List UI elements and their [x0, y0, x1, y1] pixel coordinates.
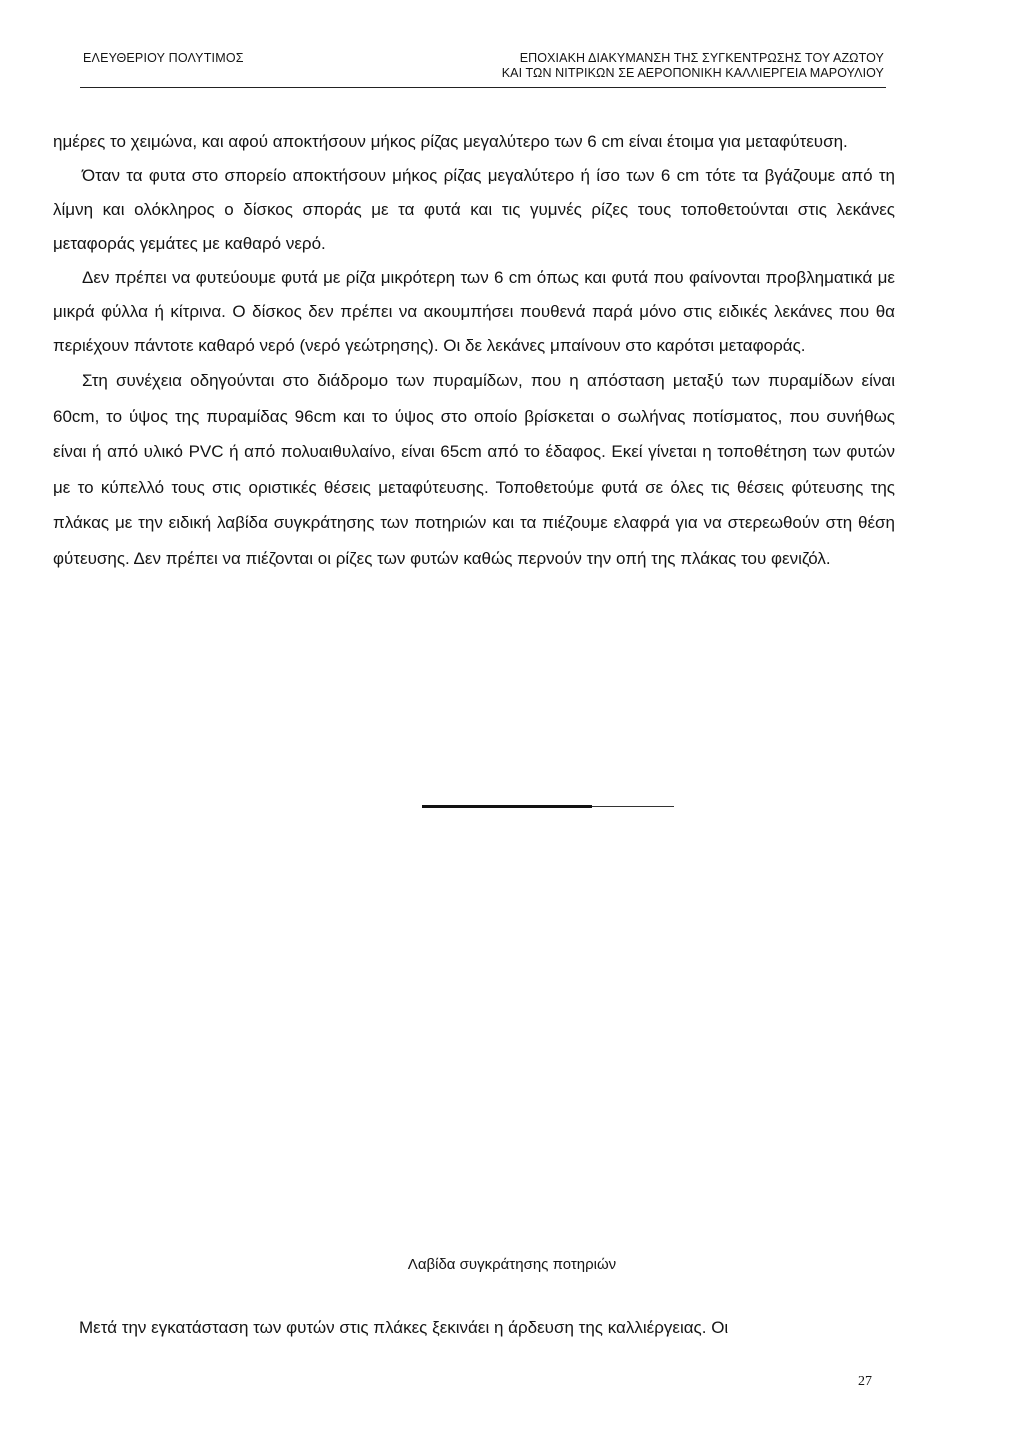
page-number: 27 — [858, 1374, 872, 1389]
paragraph-4: Στη συνέχεια οδηγούνται στο διάδρομο των πυραμίδων, που η απόσταση μεταξύ των πυραμίδων είναι 60cm, το ύψος της πυραμίδας 96cm και το ύψος στο οποίο βρίσκεται ο σωλήνας ποτίσματος, που συνήθως είναι ή από υλικό PVC ή από πολυαιθυλαίνο, είναι 65cm από το έδαφος. Εκεί γίνεται η τοποθέτηση των φυτών με το κύπελλό τους στις οριστικές θέσεις μεταφύτευσης. Τοποθετούμε φυτά σε όλες τις θέσεις φύτευσης της πλάκας με την ειδική λαβίδα συγκράτησης των ποτηριών και τα πιέζουμε ελαφρά για να στερεωθούν στη θέση φύτευσης. Δεν πρέπει να πιέζονται οι ρίζες των φυτών καθώς περνούν την οπή της πλάκας του φενιζόλ. — [53, 371, 895, 568]
paragraph-2: Όταν τα φυτα στο σπορείο αποκτήσουν μήκος ρίζας μεγαλύτερο ή ίσο των 6 cm τότε τα βγάζουμε από τη λίμνη και ολόκληρος ο δίσκος σποράς με τα φυτά και τις γυμνές ρίζες τους τοποθετούνται στις λεκάνες μεταφοράς γεμάτες με καθαρό νερό. — [53, 166, 895, 253]
body-text — [53, 125, 895, 576]
figure-remnant-line — [422, 805, 592, 808]
paragraph-3: Δεν πρέπει να φυτεύουμε φυτά με ρίζα μικρότερη των 6 cm όπως και φυτά που φαίνονται προβληματικά με μικρά φύλλα ή κίτρινα. Ο δίσκος δεν πρέπει να ακουμπήσει πουθενά παρά μόνο στις ειδικές λεκάνες που θα περιέχουν πάντοτε καθαρό νερό (νερό γεώτρησης). Οι δε λεκάνες μπαίνουν στο καρότσι μεταφοράς. — [53, 268, 895, 355]
header-title — [502, 51, 884, 81]
paragraph-1: ημέρες το χειμώνα, και αφού αποκτήσουν μήκος ρίζας μεγαλύτερο των 6 cm είναι έτοιμα για μεταφύτευση. — [53, 132, 848, 151]
figure-caption: Λαβίδα συγκράτησης ποτηριών — [407, 1256, 617, 1273]
header-author: ΕΛΕΥΘΕΡΙΟΥ ΠΟΛΥΤΙΜΟΣ — [83, 51, 244, 65]
header-title-line-2: ΚΑΙ ΤΩΝ ΝΙΤΡΙΚΩΝ ΣΕ ΑΕΡΟΠΟΝΙΚΗ ΚΑΛΛΙΕΡΓΕΙΑ ΜΑΡΟΥΛΙΟΥ — [501, 66, 884, 80]
figure-remnant-line-tail — [592, 806, 674, 807]
header-title-line-1: ΕΠΟΧΙΑΚΗ ΔΙΑΚΥΜΑΝΣΗ ΤΗΣ ΣΥΓΚΕΝΤΡΩΣΗΣ ΤΟΥ ΑΖΩΤΟΥ — [519, 51, 884, 65]
header-divider — [80, 87, 886, 88]
continued-paragraph: Μετά την εγκατάσταση των φυτών στις πλάκες ξεκινάει η άρδευση της καλλιέργειας. Οι — [79, 1318, 729, 1337]
